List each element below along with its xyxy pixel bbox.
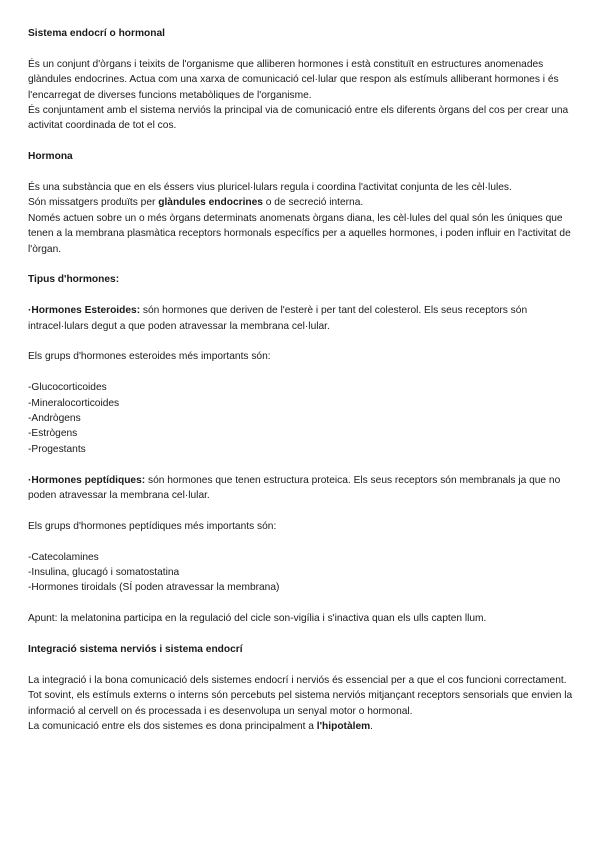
list-item: -Catecolamines xyxy=(28,551,99,563)
section-heading-tipus: Tipus d'hormones: xyxy=(28,274,120,286)
hormona-paragraph-2 xyxy=(28,195,576,210)
peptidiques-paragraph xyxy=(28,473,576,504)
document-page xyxy=(28,26,576,734)
peptidiques-text: són hormones que tenen estructura proteica. Els seus receptors són membranals ja que no poden atravessar la membrana cel·lular. xyxy=(28,474,561,502)
document-title: Sistema endocrí o hormonal xyxy=(28,28,165,39)
apunt-note: Apunt: la melatonina participa en la regulació del cicle son-vigília i s'inactiva quan els ulls capten llum. xyxy=(28,613,487,625)
list-item: -Mineralocorticoides xyxy=(28,397,120,409)
integracio-p2-text-after: . xyxy=(370,721,374,733)
esteroides-groups-intro: Els grups d'hormones esteroides més importants són: xyxy=(28,351,271,363)
integracio-paragraph-2 xyxy=(28,719,576,734)
list-item: -Andrògens xyxy=(28,413,81,425)
hormona-p2-text-after: o de secreció interna. xyxy=(262,197,364,209)
list-item: -Insulina, glucagó i somatostatina xyxy=(28,567,180,579)
integracio-p2-bold: l'hipotàlem xyxy=(316,721,371,733)
esteroides-label: ·Hormones Esteroides: xyxy=(28,305,141,317)
list-item: -Hormones tiroidals (SÍ poden atravessar la membrana) xyxy=(28,582,280,594)
list-item: -Estrògens xyxy=(28,428,78,440)
intro-paragraph-2: És conjuntament amb el sistema nerviós la principal via de comunicació entre els diferents òrgans del cos per crear una activitat coordinada de tot el cos. xyxy=(28,105,569,132)
hormona-paragraph-3: Només actuen sobre un o més òrgans determinats anomenats òrgans diana, les cèl·lules del qual són les úniques que tenen a la membrana plasmàtica receptors hormonals específics per a aquelles hormones, i poden influir en l'activitat de l'òrgan. xyxy=(28,212,571,255)
intro-paragraph-1: És un conjunt d'òrgans i teixits de l'organisme que alliberen hormones i està constituït en estructures anomenades glàndules endocrines. Actua com una xarxa de comunicació cel·lular que respon als estímuls alliberant hormones i és l'encarregat de diverses funcions metabòliques de l'organisme. xyxy=(28,58,559,101)
peptidiques-groups-list xyxy=(28,550,576,596)
integracio-p2-text-before: La comunicació entre els dos sistemes es dona principalment a xyxy=(28,721,317,733)
peptidiques-groups-intro: Els grups d'hormones peptídiques més importants són: xyxy=(28,520,277,532)
integracio-paragraph-1: La integració i la bona comunicació dels sistemes endocrí i nerviós és essencial per a que el cos funcioni correctament. Tot sovint, els estímuls externs o interns són percebuts pel sistema nerviós mitjançant receptors sensorials que envien la informació al cervell on és processada i es desenvolupa un senyal motor o hormonal. xyxy=(28,674,573,717)
hormona-paragraph-1: És una substància que en els éssers vius pluricel·lulars regula i coordina l'activitat conjunta de les cèl·lules. xyxy=(28,182,512,194)
esteroides-paragraph xyxy=(28,303,576,334)
peptidiques-label: ·Hormones peptídiques: xyxy=(28,474,146,486)
list-item: -Progestants xyxy=(28,443,86,455)
esteroides-groups-list xyxy=(28,380,576,457)
hormona-p2-bold: glàndules endocrines xyxy=(158,197,263,209)
hormona-p2-text-before: Són missatgers produïts per xyxy=(28,197,159,209)
section-heading-hormona: Hormona xyxy=(28,151,73,163)
section-heading-integracio: Integració sistema nerviós i sistema endocrí xyxy=(28,644,243,656)
esteroides-text: són hormones que deriven de l'esterè i per tant del colesterol. Els seus receptors són intracel·lulars degut a que poden atravessar la membrana cel·lular. xyxy=(28,305,528,332)
list-item: -Glucocorticoides xyxy=(28,382,107,394)
